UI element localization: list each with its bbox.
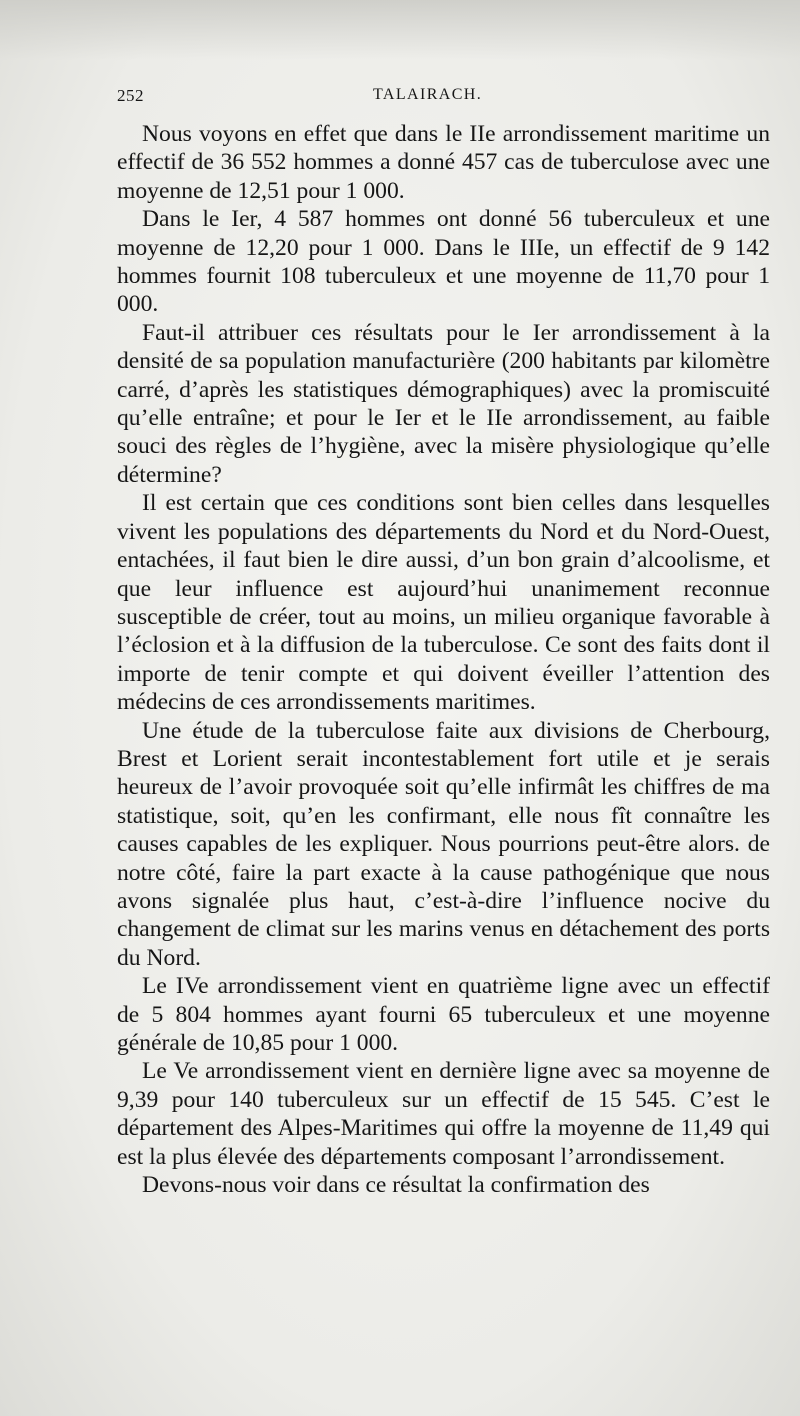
paragraph: Dans le Ier, 4 587 hommes ont donné 56 tuberculeux et une moyenne de 12,20 pour 1 000. Dans le IIIe, un effectif de 9 142 hommes fournit 108 tuberculeux et une moyenne de 11,70 pour 1 000. [117,206,770,318]
body-text [117,120,770,1199]
running-title: TALAIRACH. [373,86,483,103]
paragraph: Nous voyons en effet que dans le IIe arrondissement maritime un effectif de 36 552 hommes a donné 457 cas de tuberculose avec une moyenne de 12,51 pour 1 000. [117,121,770,204]
paragraph: Le IVe arrondissement vient en quatrième ligne avec un effectif de 5 804 hommes ayant fourni 65 tuberculeux et une moyenne générale de 10,85 pour 1 000. [117,973,770,1056]
running-head [117,86,677,110]
paragraph: Faut-il attribuer ces résultats pour le Ier arrondissement à la densité de sa population manufacturière (200 habitants par kilomètre carré, d’après les statistiques démographiques) avec la promiscuité qu’elle entraîne; et pour le Ier et le IIe arrondissement, au faible souci des règles de l’hygiène, avec la misère physiologique qu’elle détermine? [117,319,770,488]
paragraph: Il est certain que ces conditions sont bien celles dans lesquelles vivent les populations des départements du Nord et du Nord-Ouest, entachées, il faut bien le dire aussi, d’un bon grain d’alcoolisme, et que leur influence est aujourd’hui unanimement reconnue susceptible de créer, tout au moins, un milieu organique favorable à l’éclosion et à la diffusion de la tuberculose. Ce sont des faits dont il importe de tenir compte et qui doivent éveiller l’attention des médecins de ces arrondissements maritimes. [117,490,770,716]
paragraph: Le Ve arrondissement vient en dernière ligne avec sa moyenne de 9,39 pour 140 tuberculeux sur un effectif de 15 545. C’est le département des Alpes-Maritimes qui offre la moyenne de 11,49 qui est la plus élevée des départements composant l’arrondissement. [117,1058,770,1170]
paragraph: Devons-nous voir dans ce résultat la confirmation des [142,1172,650,1199]
page-number: 252 [117,86,144,105]
paragraph: Une étude de la tuberculose faite aux divisions de Cherbourg, Brest et Lorient serait incontestablement fort utile et je serais heureux de l’avoir provoquée soit qu’elle infirmât les chiffres de ma statistique, soit, qu’en les confirmant, elle nous fît connaître les causes capables de les expliquer. Nous pourrions peut-être alors. de notre côté, faire la part exacte à la cause pathogénique que nous avons signalée plus haut, c’est-à-dire l’influence nocive du changement de climat sur les marins venus en détachement des ports du Nord. [117,717,770,971]
